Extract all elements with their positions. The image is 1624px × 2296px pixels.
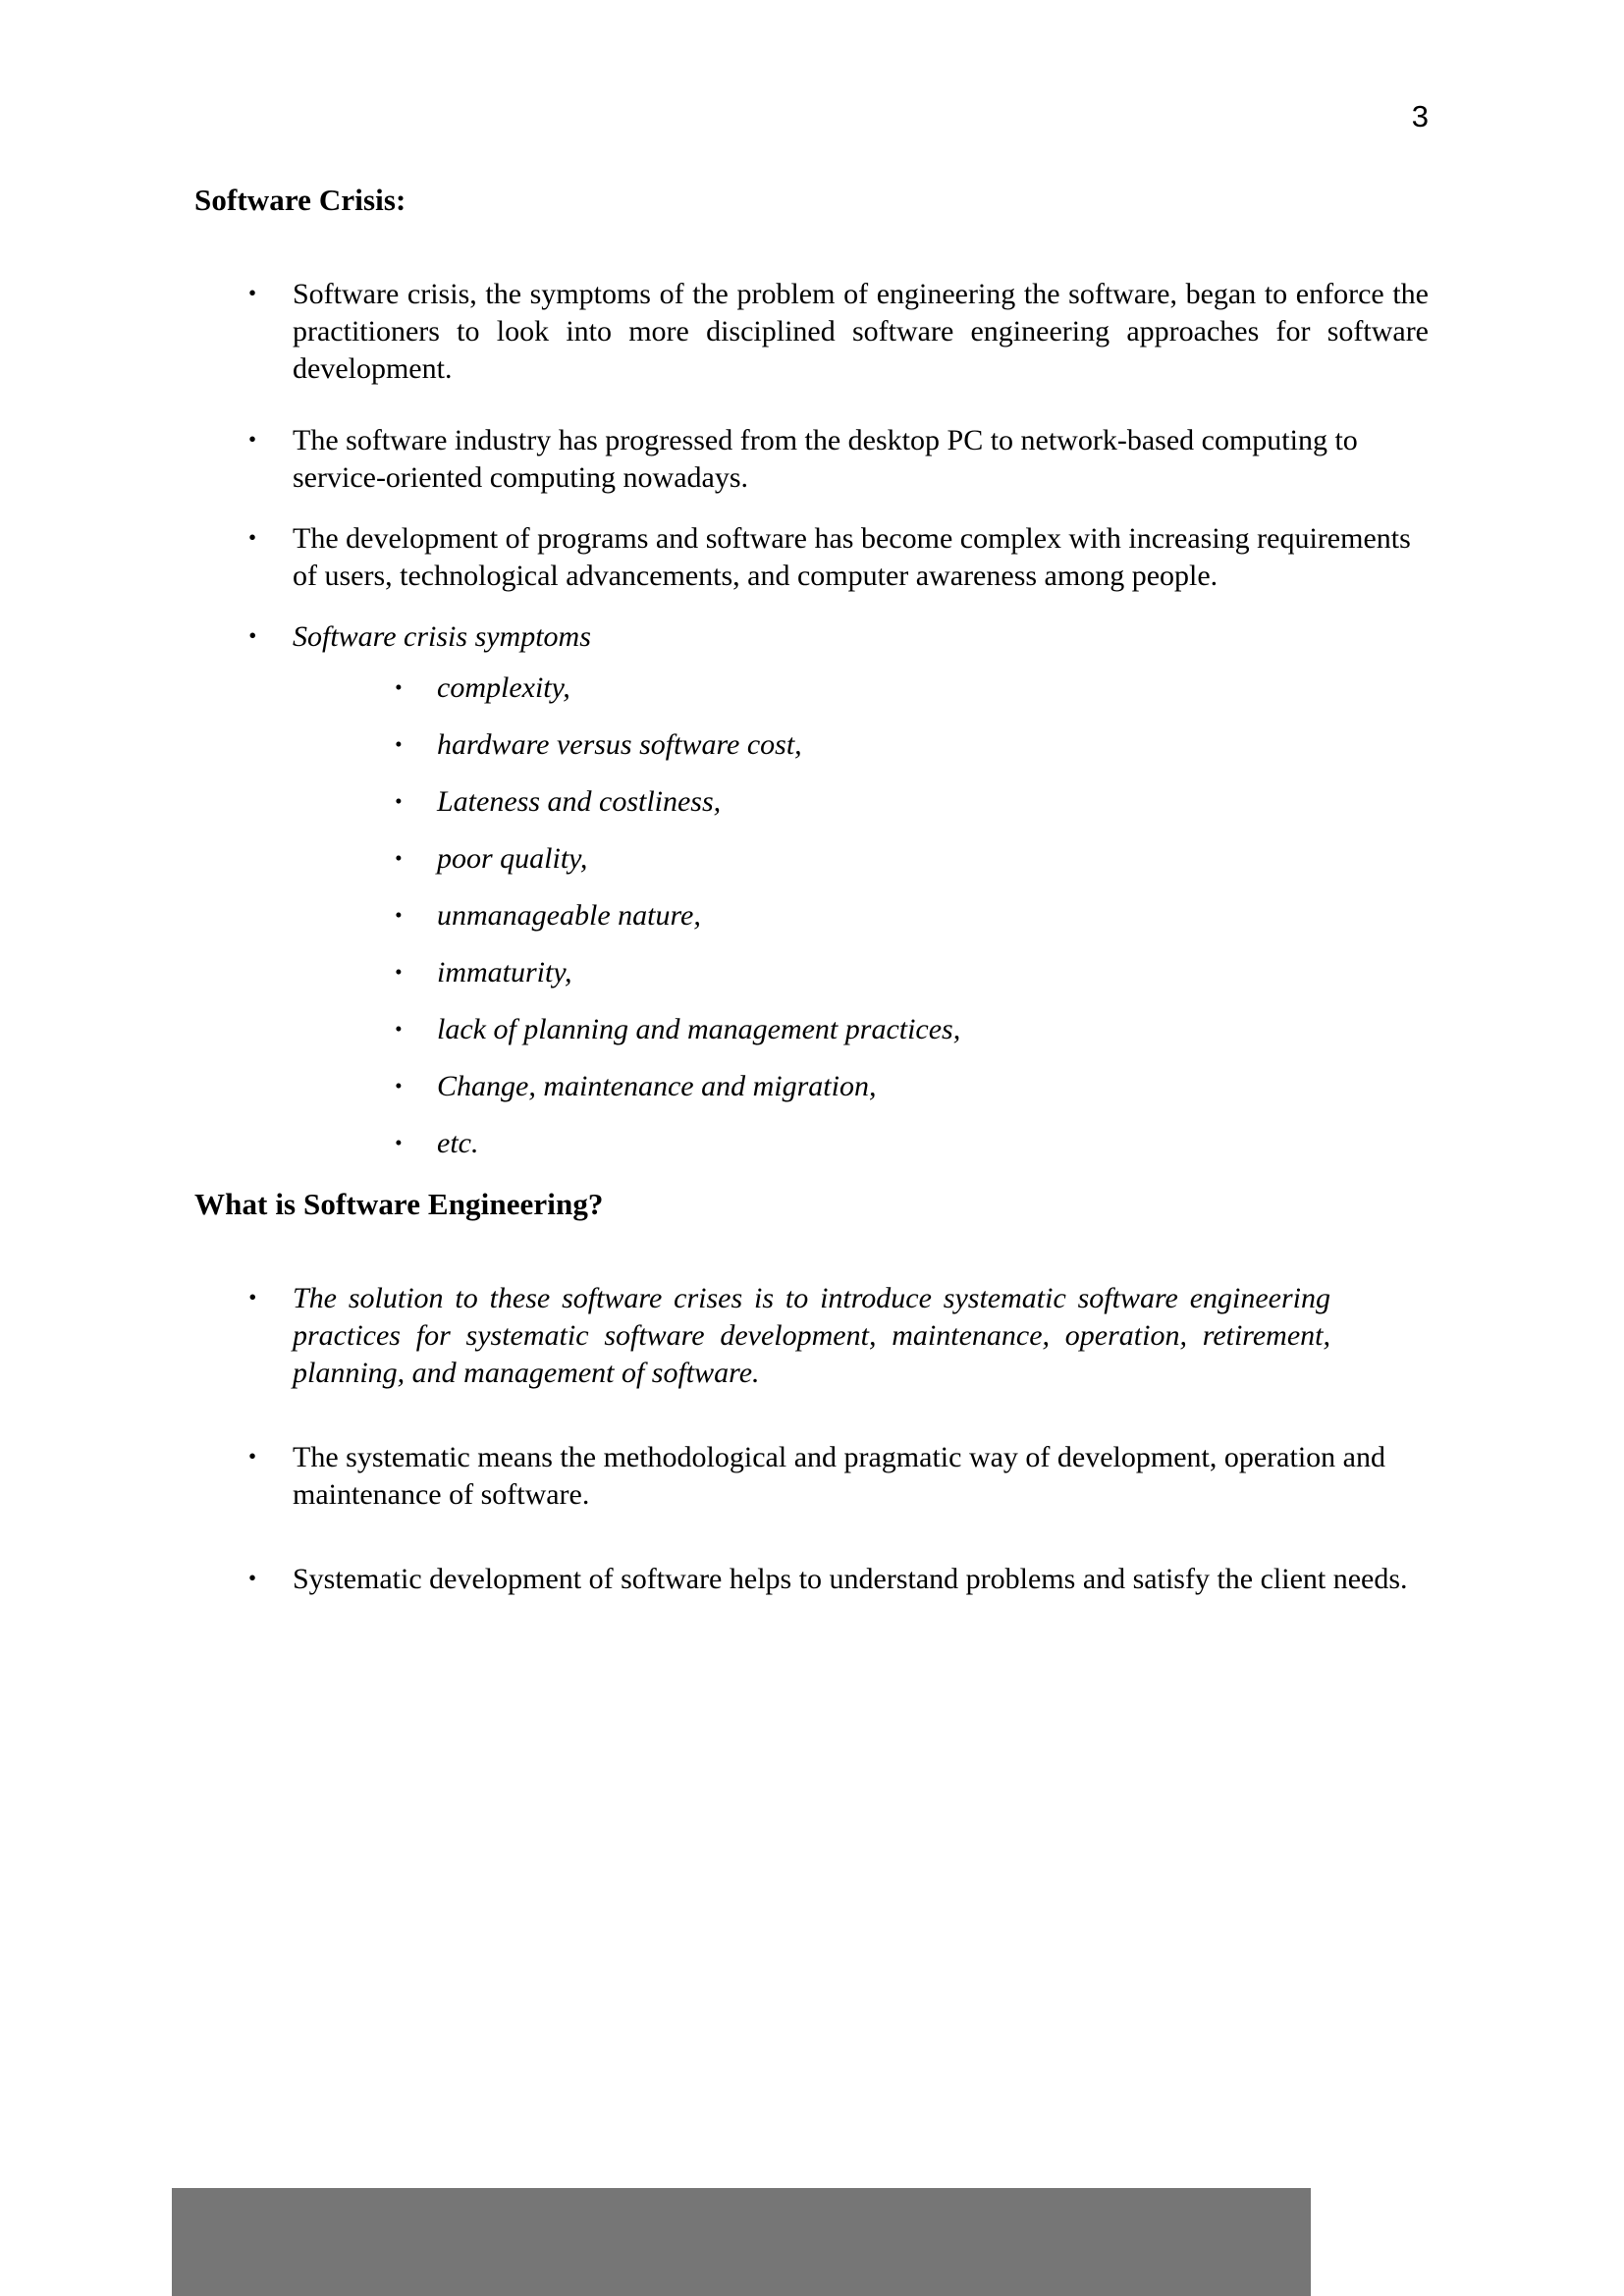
list-item xyxy=(194,618,1429,1162)
list-item: • hardware versus software cost, xyxy=(293,726,1429,764)
list-item: • Lateness and costliness, xyxy=(293,783,1429,821)
list-item: • immaturity, xyxy=(293,954,1429,991)
spacer xyxy=(194,219,1429,276)
page-number: 3 xyxy=(1411,99,1429,133)
list-item: • Software crisis, the symptoms of the problem of engineering the software, began to enforce the practitioners to look into more disciplined software engineering approaches for software development. xyxy=(194,276,1429,388)
list-item: • The software industry has progressed from the desktop PC to network-based computing to service-oriented computing nowadays. xyxy=(194,422,1429,497)
page-title: Software Crisis: xyxy=(194,183,406,217)
list-item: • poor quality, xyxy=(293,840,1429,878)
list-item: • The development of programs and software has become complex with increasing requirements of users, technological advancements, and computer awareness among people. xyxy=(194,520,1429,595)
list-item: • Change, maintenance and migration, xyxy=(293,1068,1429,1105)
list-item: • unmanageable nature, xyxy=(293,897,1429,934)
list-item: • Systematic development of software helps to understand problems and satisfy the client needs. xyxy=(194,1561,1429,1598)
software-crisis-list xyxy=(194,276,1429,1162)
list-item: • complexity, xyxy=(293,669,1429,707)
section-heading-software-engineering: What is Software Engineering? xyxy=(194,1187,604,1221)
page-content xyxy=(194,182,1429,1632)
software-crisis-symptoms-list xyxy=(293,669,1429,1162)
list-item: • The systematic means the methodological and pragmatic way of development, operation and maintenance of software. xyxy=(194,1439,1429,1514)
footer-gray-bar xyxy=(172,2188,1311,2296)
list-item-label: Software crisis symptoms xyxy=(293,620,591,653)
list-item: • lack of planning and management practices, xyxy=(293,1011,1429,1048)
list-item: • The solution to these software crises is to introduce systematic software engineering practices for systematic software development, maintenance, operation, retirement, planning, and management of software. xyxy=(194,1280,1429,1392)
list-item: • etc. xyxy=(293,1125,1429,1162)
software-engineering-list xyxy=(194,1280,1429,1598)
spacer xyxy=(194,1223,1429,1280)
